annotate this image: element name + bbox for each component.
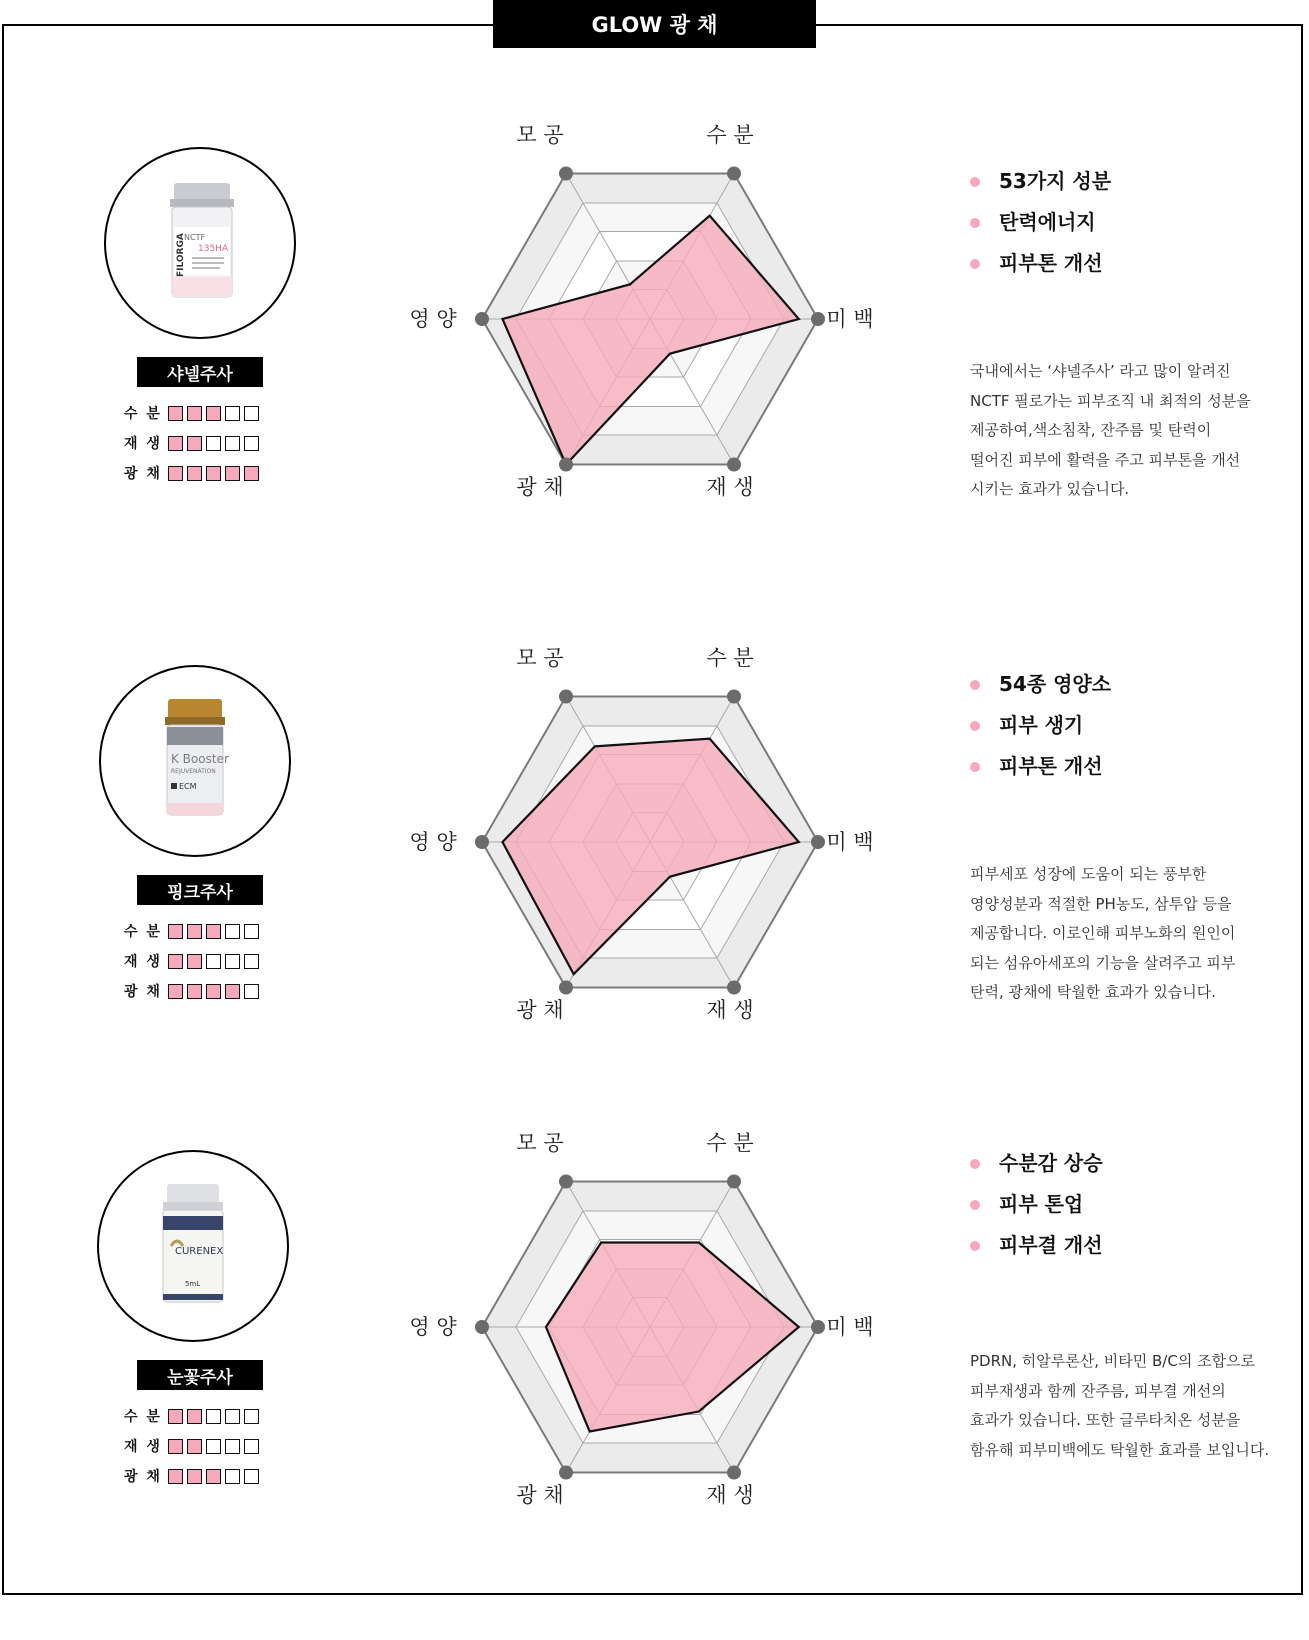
feature-text: 피부톤 개선 [999, 251, 1103, 275]
bullet-dot-icon [970, 1159, 980, 1169]
stat-label: 재 생 [124, 1439, 162, 1455]
rating-box-empty [244, 954, 259, 969]
stat-row-moisture [118, 920, 278, 942]
feature-item [965, 711, 1111, 752]
rating-box-empty [225, 1439, 240, 1454]
stat-row-glow [118, 980, 278, 1002]
rating-box-filled [168, 954, 183, 969]
rating-box-filled [168, 1439, 183, 1454]
radar-axis-label: 광 채 [516, 475, 564, 499]
radar-vertex-dot [475, 1320, 489, 1334]
stat-label: 광 채 [124, 1469, 162, 1485]
feature-item [965, 1231, 1103, 1272]
rating-box-filled [187, 1409, 202, 1424]
rating-box-filled [187, 984, 202, 999]
vial-image [97, 1150, 289, 1342]
rating-box-empty [244, 984, 259, 999]
feature-list [965, 167, 1111, 290]
radar-axis-label: 미 백 [826, 307, 874, 331]
rating-box-empty [225, 1409, 240, 1424]
stat-label: 재 생 [124, 436, 162, 452]
product-name: 눈꽃주사 [137, 1360, 263, 1390]
radar-vertex-dot [559, 167, 573, 181]
svg-text:5mL: 5mL [185, 1280, 201, 1288]
rating-box-filled [225, 984, 240, 999]
feature-list [965, 670, 1111, 793]
radar-axis-label: 모 공 [516, 123, 564, 147]
radar-vertex-dot [559, 1465, 573, 1479]
rating-box-empty [225, 924, 240, 939]
radar-vertex-dot [475, 835, 489, 849]
rating-boxes [168, 406, 263, 421]
radar-vertex-dot [559, 980, 573, 994]
feature-text: 54종 영양소 [999, 672, 1112, 696]
rating-box-filled [187, 954, 202, 969]
stat-row-moisture [118, 402, 278, 424]
rating-box-empty [206, 1409, 221, 1424]
product-card-pink [0, 646, 1309, 1155]
rating-box-empty [225, 406, 240, 421]
radar-vertex-dot [559, 457, 573, 471]
rating-box-filled [206, 406, 221, 421]
feature-text: 피부 생기 [999, 713, 1084, 737]
rating-box-filled [187, 1439, 202, 1454]
product-card-snowflake [0, 1131, 1309, 1640]
svg-text:NCTF: NCTF [184, 233, 206, 242]
rating-box-filled [168, 436, 183, 451]
product-card-chanel [0, 123, 1309, 637]
bullet-dot-icon [970, 1241, 980, 1251]
radar-axis-label: 재 생 [706, 998, 754, 1022]
rating-box-filled [168, 406, 183, 421]
rating-boxes [168, 466, 263, 481]
rating-boxes [168, 924, 263, 939]
feature-item [965, 1149, 1103, 1190]
radar-vertex-dot [811, 835, 825, 849]
feature-text: 피부 톤업 [999, 1192, 1084, 1216]
rating-box-filled [168, 1409, 183, 1424]
rating-boxes [168, 954, 263, 969]
stat-row-regeneration [118, 432, 278, 454]
rating-box-filled [206, 924, 221, 939]
radar-vertex-dot [811, 1320, 825, 1334]
feature-item [965, 208, 1111, 249]
stat-row-moisture [118, 1405, 278, 1427]
rating-box-filled [187, 436, 202, 451]
product-description: 피부세포 성장에 도움이 되는 풍부한 영양성분과 적절한 PH농도, 삼투압 등을 제공합니다. 이로인해 피부노화의 원인이 되는 섬유아세포의 기능을 살려주고 피부 탄력, 광채에 탁월한 효과가 있습니다. [970, 865, 1236, 1002]
rating-box-empty [206, 954, 221, 969]
rating-boxes [168, 1409, 263, 1424]
radar-vertex-dot [559, 1175, 573, 1189]
rating-box-filled [168, 984, 183, 999]
product-image-frame [99, 665, 291, 857]
svg-text:ECM: ECM [179, 782, 197, 791]
radar-vertex-dot [727, 690, 741, 704]
stat-label: 수 분 [124, 1409, 162, 1425]
bullet-dot-icon [970, 762, 980, 772]
rating-box-empty [225, 436, 240, 451]
rating-box-filled [244, 466, 259, 481]
bullet-dot-icon [970, 259, 980, 269]
product-image-frame [104, 147, 296, 339]
radar-axis-label: 모 공 [516, 1131, 564, 1155]
rating-box-filled [168, 1469, 183, 1484]
rating-box-filled [187, 924, 202, 939]
radar-axis-label: 영 양 [409, 1315, 457, 1339]
feature-text: 탄력에너지 [999, 210, 1096, 234]
product-name: 핑크주사 [137, 875, 263, 905]
svg-text:135HA: 135HA [198, 244, 229, 254]
svg-text:REJUVENATION: REJUVENATION [171, 768, 216, 775]
stat-label: 재 생 [124, 954, 162, 970]
rating-box-empty [244, 924, 259, 939]
svg-text:FILORGA: FILORGA [176, 233, 186, 277]
radar-vertex-dot [727, 167, 741, 181]
rating-box-empty [225, 954, 240, 969]
rating-box-filled [225, 466, 240, 481]
feature-text: 수분감 상승 [999, 1151, 1103, 1175]
stat-label: 수 분 [124, 406, 162, 422]
stat-row-regeneration [118, 1435, 278, 1457]
radar-vertex-dot [727, 457, 741, 471]
product-description: 국내에서는 ‘샤넬주사’ 라고 많이 알려진 NCTF 필로가는 피부조직 내 최적의 성분을 제공하여,색소침착, 잔주름 및 탄력이 떨어진 피부에 활력을 주고 피부톤을 개선 시키는 효과가 있습니다. [970, 362, 1251, 499]
radar-axis-label: 수 분 [706, 646, 754, 670]
radar-axis-label: 영 양 [409, 830, 457, 854]
bullet-dot-icon [970, 1200, 980, 1210]
rating-box-filled [168, 466, 183, 481]
radar-vertex-dot [727, 980, 741, 994]
svg-text:CURENEX: CURENEX [175, 1246, 224, 1257]
bullet-dot-icon [970, 680, 980, 690]
stat-label: 광 채 [124, 984, 162, 1000]
rating-boxes [168, 1439, 263, 1454]
radar-chart [400, 647, 900, 1037]
radar-vertex-dot [475, 312, 489, 326]
stat-row-glow [118, 1465, 278, 1487]
feature-item [965, 249, 1111, 290]
rating-box-empty [244, 406, 259, 421]
radar-axis-label: 광 채 [516, 1483, 564, 1507]
rating-box-empty [244, 1469, 259, 1484]
radar-axis-label: 재 생 [706, 475, 754, 499]
rating-boxes [168, 984, 263, 999]
radar-axis-label: 수 분 [706, 1131, 754, 1155]
rating-box-filled [206, 984, 221, 999]
stat-label: 수 분 [124, 924, 162, 940]
radar-axis-label: 재 생 [706, 1483, 754, 1507]
radar-chart [400, 124, 900, 514]
rating-box-empty [244, 436, 259, 451]
feature-text: 53가지 성분 [999, 169, 1112, 193]
rating-box-filled [187, 466, 202, 481]
stat-row-glow [118, 462, 278, 484]
rating-box-empty [244, 1409, 259, 1424]
section-title: GLOW 광 채 [493, 0, 816, 48]
vial-image [104, 147, 296, 339]
rating-box-filled [206, 1469, 221, 1484]
feature-list [965, 1149, 1103, 1272]
radar-vertex-dot [727, 1175, 741, 1189]
feature-text: 피부톤 개선 [999, 754, 1103, 778]
rating-box-empty [244, 1439, 259, 1454]
stat-row-regeneration [118, 950, 278, 972]
bullet-dot-icon [970, 177, 980, 187]
rating-box-empty [225, 1469, 240, 1484]
stat-label: 광 채 [124, 466, 162, 482]
product-name: 샤넬주사 [137, 357, 263, 387]
feature-item [965, 752, 1111, 793]
feature-item [965, 167, 1111, 208]
rating-box-filled [206, 466, 221, 481]
radar-axis-label: 모 공 [516, 646, 564, 670]
radar-axis-label: 미 백 [826, 830, 874, 854]
radar-chart [400, 1132, 900, 1522]
bullet-dot-icon [970, 721, 980, 731]
radar-axis-label: 수 분 [706, 123, 754, 147]
vial-image [99, 665, 291, 857]
radar-vertex-dot [559, 690, 573, 704]
rating-box-empty [206, 1439, 221, 1454]
radar-axis-label: 미 백 [826, 1315, 874, 1339]
radar-vertex-dot [727, 1465, 741, 1479]
rating-box-empty [206, 436, 221, 451]
radar-vertex-dot [811, 312, 825, 326]
rating-box-filled [187, 406, 202, 421]
svg-text:K Booster: K Booster [171, 752, 229, 766]
radar-axis-label: 영 양 [409, 307, 457, 331]
rating-box-filled [187, 1469, 202, 1484]
rating-boxes [168, 1469, 263, 1484]
rating-boxes [168, 436, 263, 451]
feature-item [965, 670, 1111, 711]
rating-box-filled [168, 924, 183, 939]
feature-text: 피부결 개선 [999, 1233, 1103, 1257]
feature-item [965, 1190, 1103, 1231]
product-image-frame [97, 1150, 289, 1342]
radar-axis-label: 광 채 [516, 998, 564, 1022]
bullet-dot-icon [970, 218, 980, 228]
product-description: PDRN, 히알루론산, 비타민 B/C의 조합으로 피부재생과 함께 잔주름, 피부결 개선의 효과가 있습니다. 또한 글루타치온 성분을 함유해 피부미백에도 탁월한 효과를 보입니다. [970, 1352, 1270, 1459]
